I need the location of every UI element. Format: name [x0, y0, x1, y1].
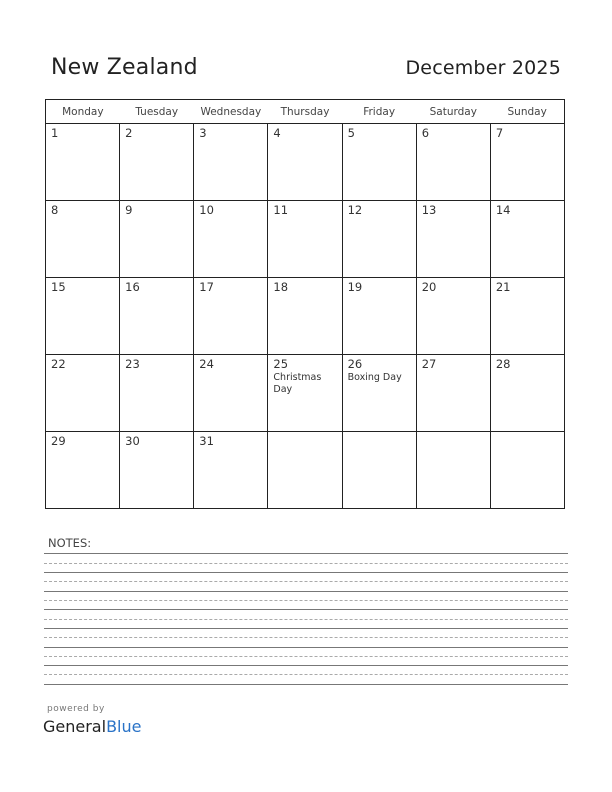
day-number: 18: [273, 280, 289, 294]
week-row: [46, 124, 565, 201]
day-cell-christmas: [268, 355, 342, 432]
day-number: 3: [199, 126, 207, 140]
day-number: 13: [421, 203, 437, 217]
day-cell: [46, 278, 120, 355]
week-row: [46, 432, 565, 509]
day-number: 20: [421, 280, 437, 294]
notes-line: [44, 665, 568, 666]
day-cell: [120, 278, 194, 355]
day-number: 7: [495, 126, 504, 140]
day-number: 15: [51, 280, 66, 294]
notes-line: [44, 581, 568, 582]
day-number: 17: [199, 280, 214, 294]
day-number: 21: [495, 280, 511, 294]
weekday-header: Friday: [342, 100, 416, 124]
day-number: 26: [347, 357, 363, 371]
notes-line: [44, 572, 568, 573]
holiday-label: Boxing Day: [347, 372, 402, 383]
week-row: [46, 278, 565, 355]
country-title: New Zealand: [51, 55, 198, 80]
day-cell: [342, 201, 416, 278]
day-cell: [194, 432, 268, 509]
day-cell: [194, 124, 268, 201]
brand-part-general: General: [43, 717, 107, 736]
day-number: 4: [273, 126, 281, 140]
notes-line: [44, 684, 568, 685]
day-cell: [268, 124, 342, 201]
day-cell: [120, 124, 194, 201]
day-cell: [490, 124, 564, 201]
day-cell: [46, 432, 120, 509]
month-title: December 2025: [405, 57, 561, 79]
day-number: 10: [199, 203, 214, 217]
brand-part-blue: Blue: [106, 717, 142, 736]
day-number: 19: [347, 280, 363, 294]
day-number: 24: [199, 357, 214, 371]
notes-line: [44, 553, 568, 554]
notes-line: [44, 619, 568, 620]
day-cell: [416, 355, 490, 432]
day-cell-boxing-day: [342, 355, 416, 432]
day-number: 11: [273, 203, 289, 217]
day-number: 6: [421, 126, 430, 140]
day-cell: [194, 278, 268, 355]
day-number: 12: [347, 203, 363, 217]
day-cell-empty: [342, 432, 416, 509]
day-number: 8: [51, 203, 59, 217]
day-number: 27: [421, 357, 437, 371]
day-cell: [268, 201, 342, 278]
notes-label: NOTES:: [48, 536, 92, 550]
generalblue-logo[interactable]: [43, 717, 141, 736]
notes-line: [44, 600, 568, 601]
day-number: 23: [125, 357, 140, 371]
day-number: 29: [51, 434, 66, 448]
day-cell: [194, 201, 268, 278]
week-row: [46, 201, 565, 278]
day-number: 14: [495, 203, 511, 217]
day-number: 30: [125, 434, 140, 448]
calendar-grid: [45, 99, 565, 509]
day-number: 2: [125, 126, 133, 140]
day-cell: [120, 432, 194, 509]
notes-line: [44, 656, 568, 657]
day-number: 5: [347, 126, 355, 140]
weekday-header: Monday: [46, 100, 120, 124]
notes-line: [44, 628, 568, 629]
day-number: 25: [273, 357, 289, 371]
day-cell: [416, 201, 490, 278]
day-cell: [46, 201, 120, 278]
week-row: [46, 355, 565, 432]
day-cell: [46, 355, 120, 432]
day-number: 31: [199, 434, 214, 448]
notes-line: [44, 637, 568, 638]
notes-line: [44, 647, 568, 648]
notes-line: [44, 674, 568, 675]
weekday-header-row: [46, 100, 565, 124]
notes-line: [44, 563, 568, 564]
weekday-header: Sunday: [490, 100, 564, 124]
day-cell: [490, 355, 564, 432]
weekday-header: Saturday: [416, 100, 490, 124]
day-cell-empty: [268, 432, 342, 509]
powered-by-text: powered by: [47, 704, 105, 714]
day-number: 22: [51, 357, 66, 371]
day-cell: [268, 278, 342, 355]
weekday-header: Tuesday: [120, 100, 194, 124]
day-cell: [120, 355, 194, 432]
day-cell-empty: [490, 432, 564, 509]
day-cell: [194, 355, 268, 432]
notes-line: [44, 609, 568, 610]
day-cell-empty: [416, 432, 490, 509]
notes-line: [44, 591, 568, 592]
day-cell: [120, 201, 194, 278]
day-cell: [416, 124, 490, 201]
day-cell: [342, 278, 416, 355]
weekday-header: Wednesday: [194, 100, 268, 124]
day-cell: [490, 201, 564, 278]
day-cell: [342, 124, 416, 201]
weekday-header: Thursday: [268, 100, 342, 124]
day-cell: [46, 124, 120, 201]
day-number: 16: [125, 280, 140, 294]
day-cell: [416, 278, 490, 355]
day-number: 28: [495, 357, 511, 371]
day-number: 9: [125, 203, 133, 217]
day-number: 1: [51, 126, 59, 140]
holiday-label: Christmas Day: [273, 372, 322, 395]
day-cell: [490, 278, 564, 355]
